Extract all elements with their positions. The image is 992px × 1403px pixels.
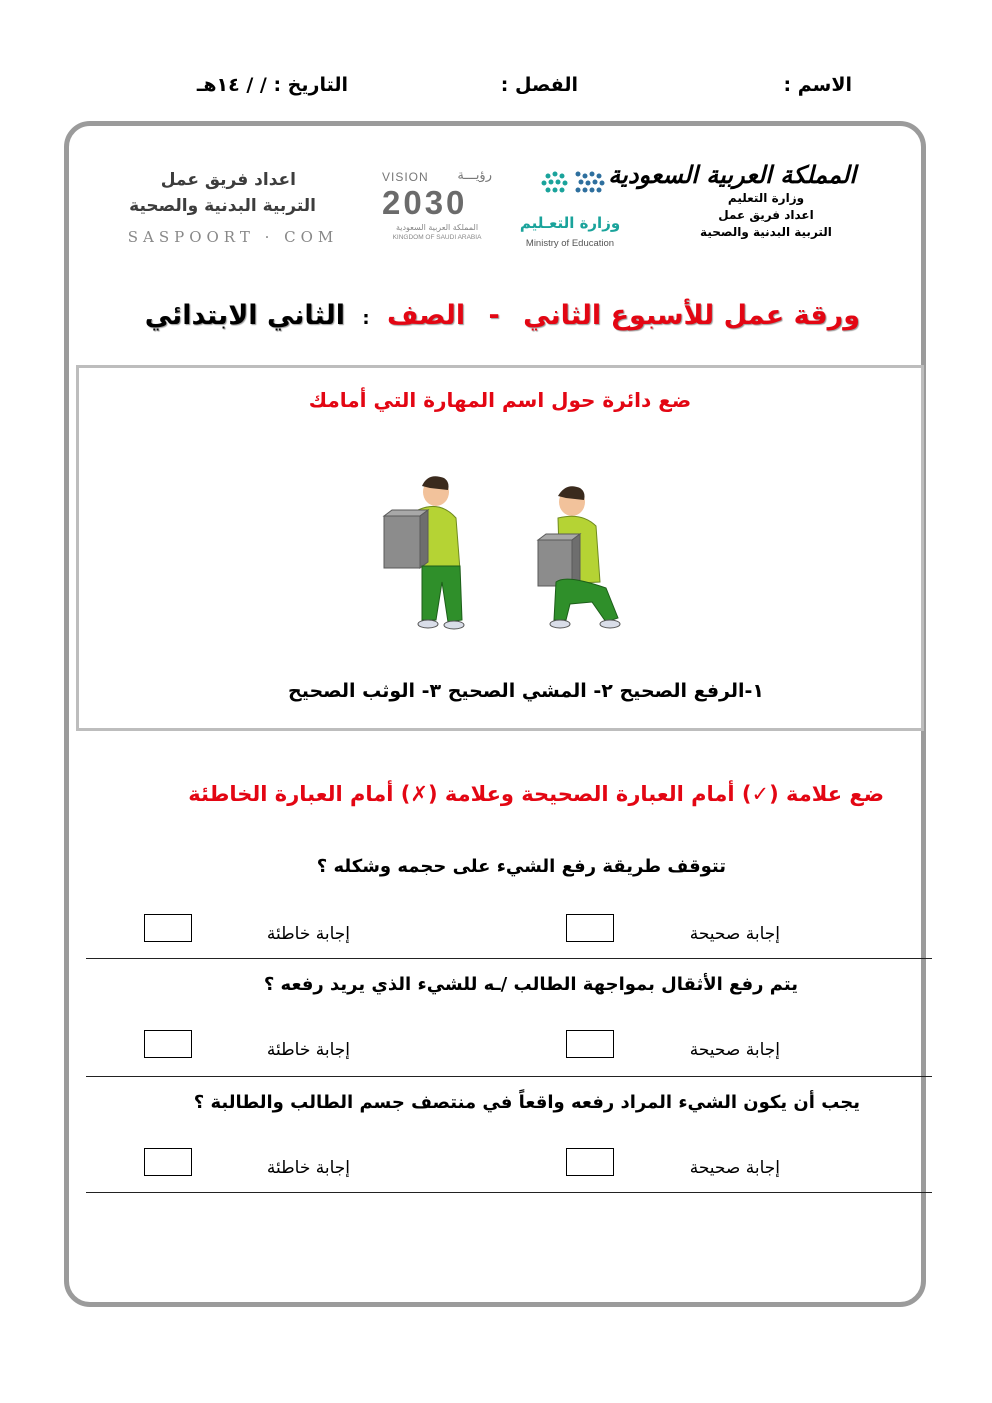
name-label: الاسم :	[783, 74, 852, 96]
title-colon: :	[362, 308, 370, 329]
team-site: SASPOORT · COM	[127, 228, 339, 246]
class-label: الفصل :	[500, 74, 578, 96]
vision-2030-logo	[378, 170, 496, 250]
title-dash: -	[488, 300, 500, 331]
title-grade-value: الثاني الابتدائي	[144, 300, 345, 331]
q2-correct-box[interactable]	[566, 1030, 614, 1058]
q3-wrong-box[interactable]	[144, 1148, 192, 1176]
q2-correct-label: إجابة صحيحة	[689, 1040, 780, 1060]
question-3: يجب أن يكون الشيء المراد رفعه واقعاً في منتصف جسم الطالب والطالبة ؟	[193, 1092, 860, 1113]
q3-wrong-label: إجابة خاطئة	[266, 1158, 350, 1178]
vision-en: VISION	[382, 170, 429, 184]
separator-line	[86, 1076, 932, 1077]
separator-line	[86, 1192, 932, 1193]
date-label: التاريخ : / / ١٤هـ	[196, 74, 348, 96]
moe-dots-icon	[500, 162, 640, 206]
moe-logo	[500, 162, 640, 260]
question-1: تتوقف طريقة رفع الشيء على حجمه وشكله ؟	[316, 856, 726, 877]
kingdom-calligraphy: المملكة العربية السعودية	[608, 160, 856, 189]
section2-instruction: ضع علامة (✓) أمام العبارة الصحيحة وعلامة (✗) أمام العبارة الخاطئة	[188, 782, 884, 806]
team-line-1: اعداد فريق عمل	[160, 170, 296, 190]
q1-correct-box[interactable]	[566, 914, 614, 942]
vision-kingdom-ar: المملكة العربية السعودية	[395, 223, 479, 232]
q1-correct-label: إجابة صحيحة	[689, 924, 780, 944]
title-main: ورقة عمل للأسبوع الثاني	[523, 300, 860, 331]
vision-ar: رؤيـــة	[457, 168, 492, 183]
q1-wrong-box[interactable]	[144, 914, 192, 942]
vision-year: 2030	[382, 184, 468, 221]
separator-line	[86, 958, 932, 959]
ministry-line-1: وزارة التعليم	[727, 191, 805, 205]
moe-english-text: Ministry of Education	[525, 238, 615, 249]
boy-standing-figure	[384, 476, 464, 629]
lifting-illustration	[370, 470, 650, 650]
worksheet-title	[145, 300, 860, 331]
skill-options: ١-الرفع الصحيح ٢- المشي الصحيح ٣- الوثب الصحيح	[288, 680, 764, 702]
section1-instruction: ضع دائرة حول اسم المهارة التي أمامك	[308, 388, 692, 412]
kingdom-logo	[608, 160, 856, 241]
team-line-2: التربية البدنية والصحية	[129, 196, 316, 216]
q2-wrong-box[interactable]	[144, 1030, 192, 1058]
vision-kingdom-en: KINGDOM OF SAUDI ARABIA	[392, 234, 482, 241]
q2-wrong-label: إجابة خاطئة	[266, 1040, 350, 1060]
q3-correct-box[interactable]	[566, 1148, 614, 1176]
team-logo	[110, 168, 356, 252]
ministry-line-3: التربية البدنية والصحية	[700, 225, 832, 239]
boy-squatting-figure	[538, 486, 620, 628]
title-grade-label: الصف	[386, 300, 466, 331]
ministry-line-2: اعداد فريق عمل	[718, 208, 814, 222]
q1-wrong-label: إجابة خاطئة	[266, 924, 350, 944]
q3-correct-label: إجابة صحيحة	[689, 1158, 780, 1178]
question-2: يتم رفع الأثقال بمواجهة الطالب /ـه للشيء الذي يريد رفعه ؟	[263, 974, 798, 995]
moe-arabic-text: وزارة التعـليم	[519, 214, 621, 232]
